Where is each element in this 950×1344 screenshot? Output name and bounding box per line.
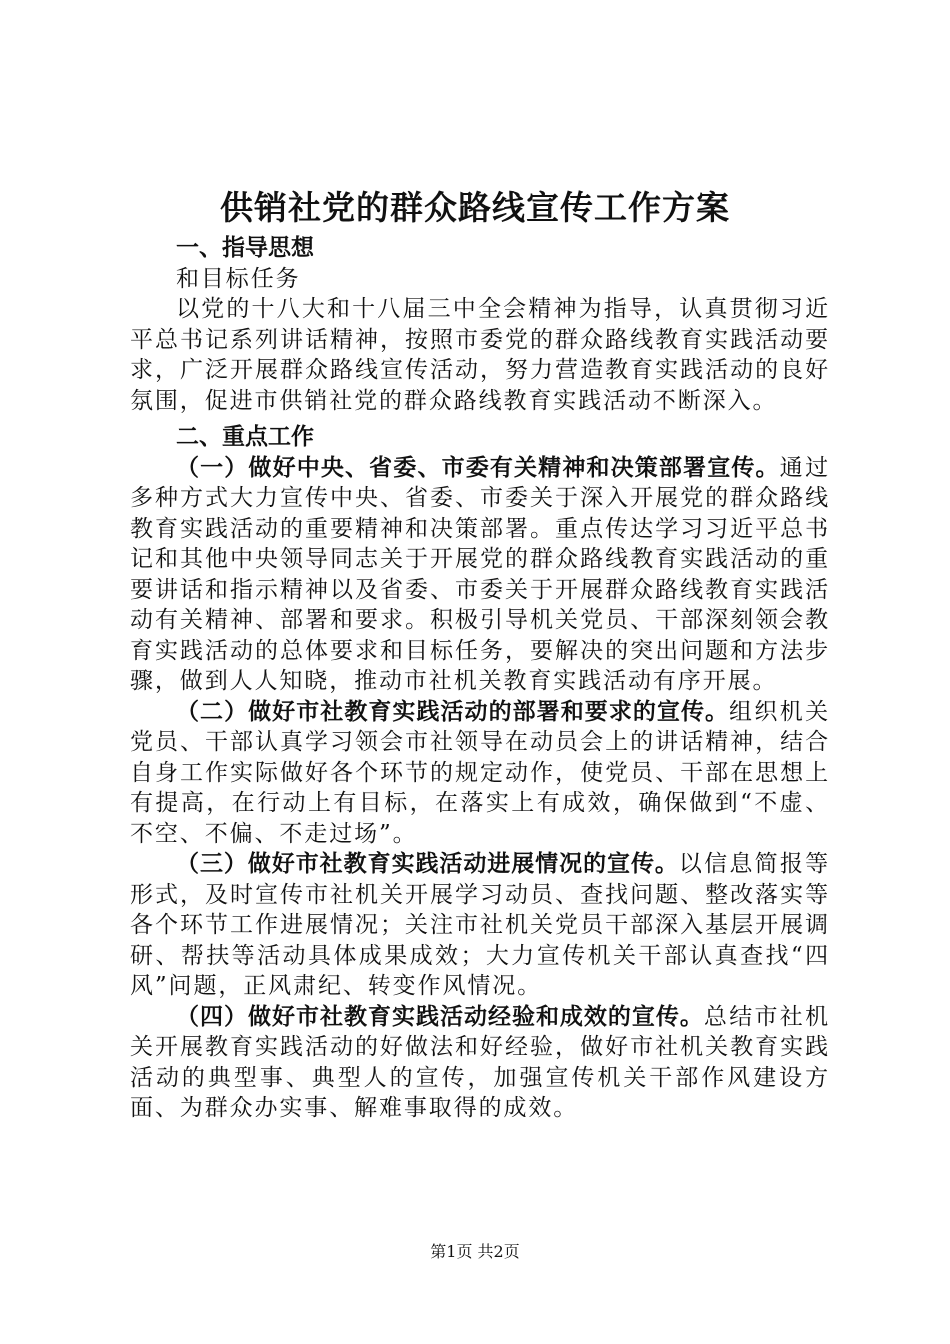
section-heading-guiding-ideology: 一、指导思想 bbox=[176, 235, 314, 261]
section-subline: 和目标任务 bbox=[176, 265, 301, 292]
key-work-item-lead: （二）做好市社教育实践活动的部署和要求的宣传。 bbox=[176, 698, 730, 725]
key-work-item bbox=[130, 453, 830, 697]
document-body bbox=[130, 233, 830, 1124]
key-work-item-lead: （一）做好中央、省委、市委有关精神和决策部署宣传。 bbox=[176, 454, 780, 481]
key-work-item-text: 以信息简报等形式，及时宣传市社机关开展学习动员、查找问题、整改落实等各个环节工作进展情况；关注市社机关党员干部深入基层开展调研、帮扶等活动具体成果成效；大力宣传机关干部认真查找“四风”问题，正风肃纪、转变作风情况。 bbox=[130, 851, 830, 999]
key-work-item bbox=[130, 1002, 830, 1124]
section-heading-key-work: 二、重点工作 bbox=[176, 424, 314, 450]
key-work-item-lead: （三）做好市社教育实践活动进展情况的宣传。 bbox=[176, 851, 679, 877]
page-footer: 第1页 共2页 bbox=[430, 1242, 520, 1261]
key-work-item-text: 总结市社机关开展教育实践活动的好做法和好经验，做好市社机关教育实践活动的典型事、典型人的宣传，加强宣传机关干部作风建设方面、为群众办实事、解难事取得的成效。 bbox=[130, 1003, 831, 1121]
key-work-item bbox=[130, 697, 830, 850]
paragraph-guiding-ideology: 以党的十八大和十八届三中全会精神为指导，认真贯彻习近平总书记系列讲话精神，按照市委党的群众路线教育实践活动要求，广泛开展群众路线宣传活动，努力营造教育实践活动的良好氛围，促进市供销社党的群众路线教育实践活动不断深入。 bbox=[130, 296, 830, 414]
key-work-item-text: 组织机关党员、干部认真学习领会市社领导在动员会上的讲话精神，结合自身工作实际做好各个环节的规定动作，使党员、干部在思想上有提高，在行动上有目标，在落实上有成效，确保做到“不虚、不空、不偏、不走过场”。 bbox=[130, 698, 830, 847]
key-work-item-text: 通过多种方式大力宣传中央、省委、市委关于深入开展党的群众路线教育实践活动的重要精神和决策部署。重点传达学习习近平总书记和其他中央领导同志关于开展党的群众路线教育实践活动的重要讲话和指示精神以及省委、市委关于开展群众路线教育实践活动有关精神、部署和要求。积极引导机关党员、干部深刻领会教育实践活动的总体要求和目标任务，要解决的突出问题和方法步骤，做到人人知晓，推动市社机关教育实践活动有序开展。 bbox=[130, 454, 831, 694]
key-work-item bbox=[130, 849, 830, 1002]
key-work-item-lead: （四）做好市社教育实践活动经验和成效的宣传。 bbox=[176, 1003, 704, 1030]
document-title: 供销社党的群众路线宣传工作方案 bbox=[220, 188, 730, 227]
